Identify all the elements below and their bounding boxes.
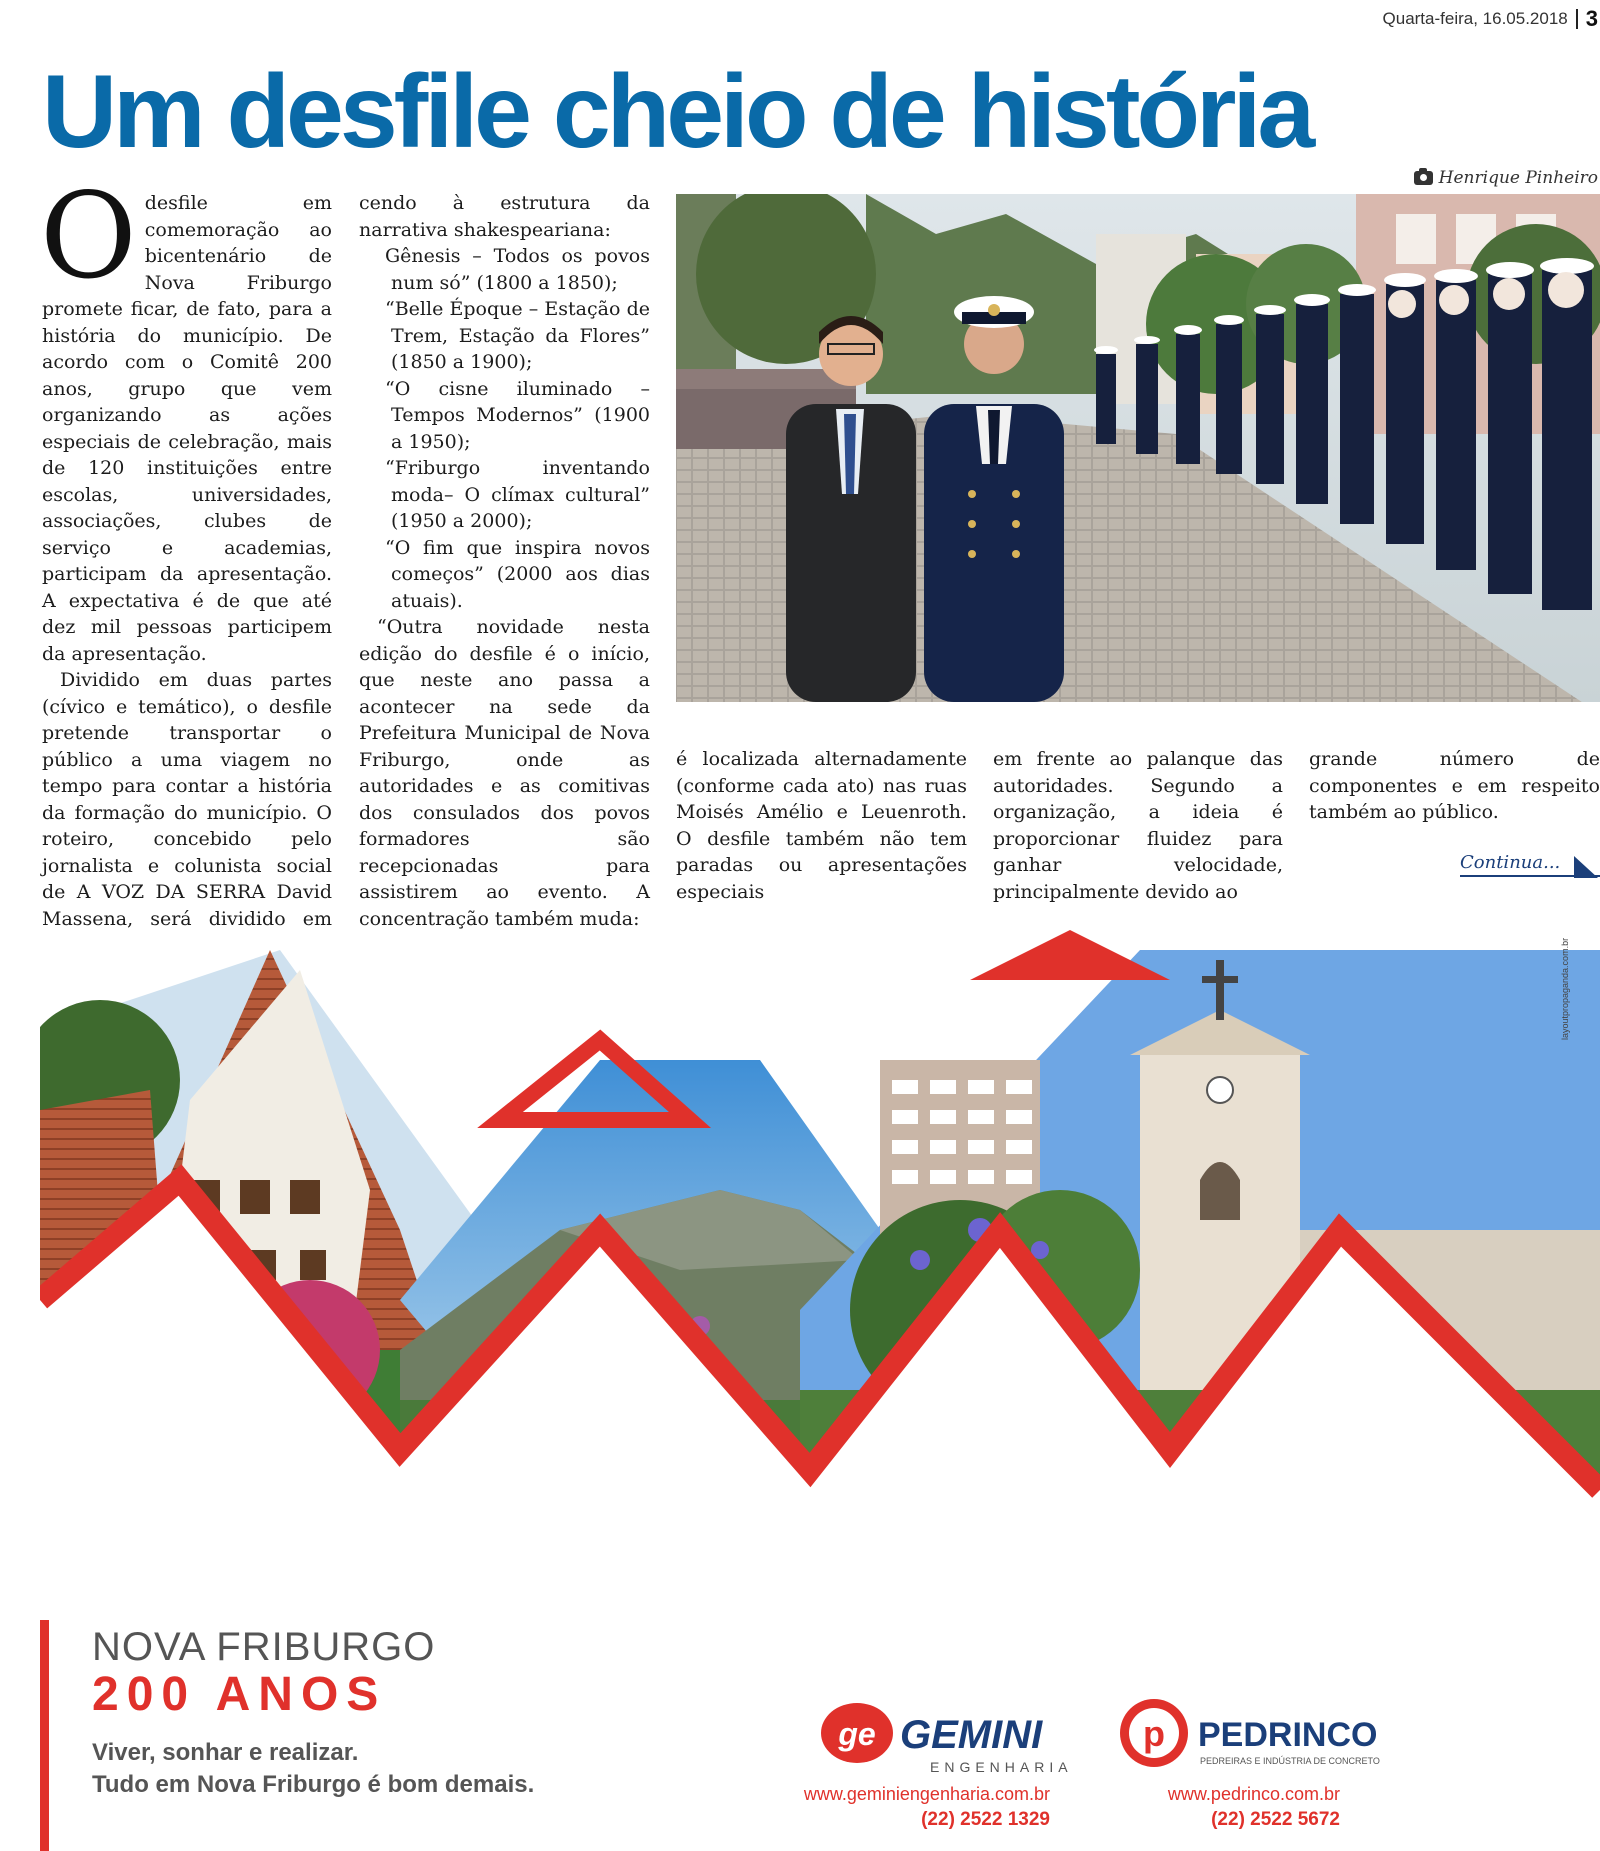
page-header — [1383, 4, 1600, 34]
pedrinco-logo-icon — [1120, 1699, 1188, 1767]
gemini-url: www.geminiengenharia.com.br — [803, 1784, 1050, 1804]
ad-title-line1: NOVA FRIBURGO — [92, 1625, 436, 1669]
ad-artwork — [40, 930, 1600, 1851]
article-paragraph: é localizada alternadamente (conforme cada ato) nas ruas Moisés Amélio e Leuenroth. O desfile também não tem paradas ou apresentações especiais — [676, 748, 967, 903]
article-headline: Um desfile cheio de história — [42, 54, 1312, 170]
camera-icon — [1414, 171, 1433, 185]
article-column-2 — [359, 190, 650, 932]
photo-credit-name: Henrique Pinheiro — [1438, 168, 1598, 188]
article-paragraph: “Outra novidade nesta edição do desfile é o início, que neste ano passa a acontecer na sede da Prefeitura Municipal de Nova Friburgo, onde as autoridades e as comitivas dos consulados dos povos formadores são recepcionadas para assistirem ao evento. A concentração também muda: — [359, 616, 650, 930]
publication-date: Quarta-feira, 16.05.2018 — [1383, 9, 1578, 29]
pedrinco-phone: (22) 2522 5672 — [1211, 1809, 1340, 1830]
article-paragraph: Dividido em duas partes (cívico e temático), o desfile pretende transportar o público a uma viagem no tempo para contar a história da formação do município. O roteiro, concebido pelo jornalista e colunista social de A VOZ DA SERRA David Massena, será dividido em — [42, 669, 332, 930]
article-paragraph: em frente ao palanque das autoridades. Segundo a organização, a ideia é proporcionar fluidez para ganhar velocidade, principalmente devido ao — [993, 748, 1283, 903]
parade-photo — [676, 194, 1600, 702]
act-item: “O cisne iluminado – Tempos Modernos” (1900 a 1950); — [385, 377, 650, 453]
pedrinco-url: www.pedrinco.com.br — [1167, 1784, 1340, 1804]
gemini-logo-icon — [821, 1703, 893, 1763]
article-column-3 — [676, 746, 967, 905]
article-paragraph: desfile em comemoração ao bicentenário de Nova Friburgo promete ficar, de fato, para a história do município. De acordo com o Comitê 200 anos, grupo que vem organizando as ações especiais de celebração, mais de 120 instituições entre escolas, universidades, associações, clubes de serviço e academias, participam da apresentação. A expectativa é de que até dez mil pessoas participem da apresentação. — [42, 192, 332, 665]
continue-link[interactable]: Continua... — [1460, 852, 1600, 877]
gemini-subtitle: ENGENHARIA — [930, 1759, 1073, 1775]
parade-photo-illustration — [676, 194, 1600, 702]
pedrinco-name: PEDRINCO — [1198, 1716, 1378, 1754]
drop-cap: O — [40, 167, 137, 305]
ad-slogan-line2: Tudo em Nova Friburgo é bom demais. — [92, 1771, 535, 1798]
act-item: “O fim que inspira novos começos” (2000 aos dias atuais). — [385, 536, 650, 612]
article-column-1 — [40, 167, 332, 959]
continue-arrow-icon — [1574, 856, 1598, 878]
article-paragraph: grande número de componentes e em respeito também ao público. — [1309, 748, 1600, 823]
gemini-name: GEMINI — [900, 1713, 1043, 1757]
ad-title-line2: 200 ANOS — [92, 1668, 387, 1721]
gemini-phone: (22) 2522 1329 — [921, 1809, 1050, 1830]
act-item: “Belle Époque – Estação de Trem, Estação da Flores” (1850 a 1900); — [385, 298, 650, 373]
ad-slogan-line1: Viver, sonhar e realizar. — [92, 1739, 359, 1766]
photo-credit — [1414, 168, 1598, 188]
pedrinco-subtitle: PEDREIRAS E INDÚSTRIA DE CONCRETO — [1200, 1756, 1380, 1766]
pedrinco-logo-mark: p — [1143, 1713, 1165, 1754]
act-item: Gênesis – Todos os povos num só” (1800 a 1850); — [385, 245, 650, 294]
gemini-logo-mark: ge — [838, 1716, 876, 1752]
agency-credit: layoutpropaganda.com.br — [1560, 937, 1570, 1040]
advertisement — [40, 930, 1600, 1851]
page-number: 3 — [1585, 6, 1598, 31]
article-paragraph: cendo à estrutura da narrativa shakespeariana: — [359, 192, 650, 241]
article-column-5 — [1309, 746, 1600, 826]
article-column-4 — [993, 746, 1283, 905]
act-item: “Friburgo inventando moda– O clímax cultural” (1950 a 2000); — [385, 457, 650, 532]
